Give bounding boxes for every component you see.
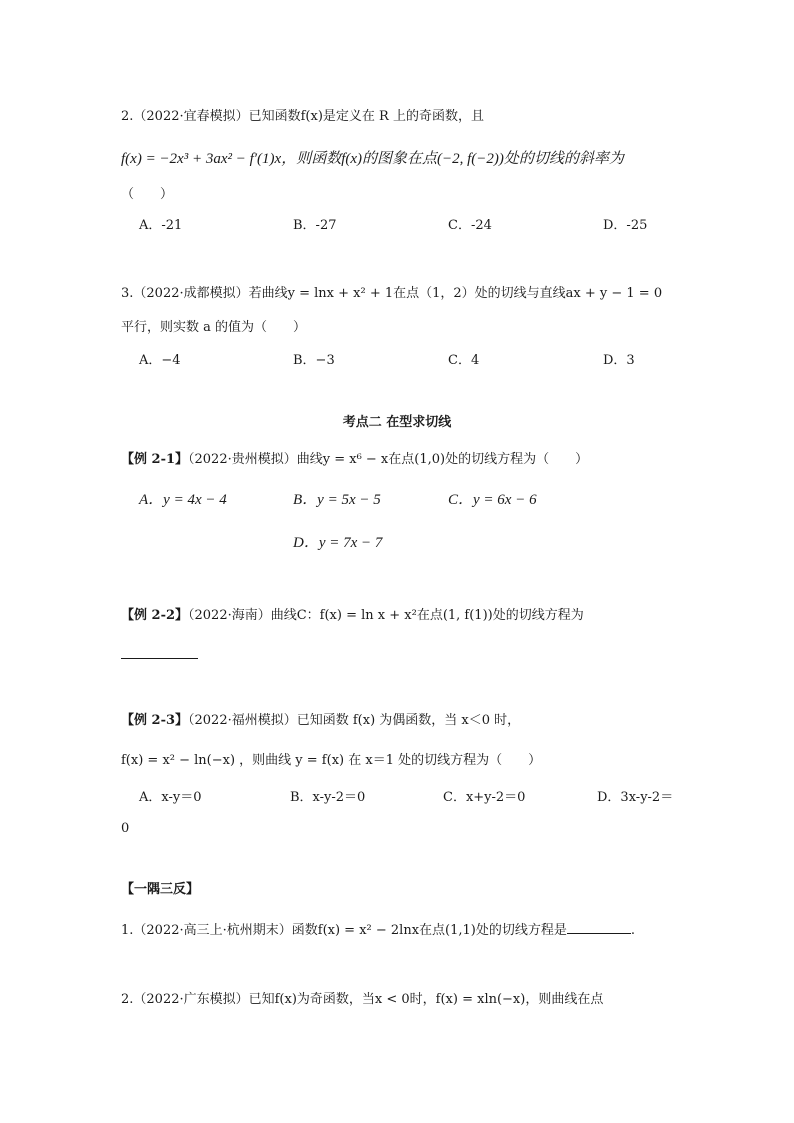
- ex23-text1: （2022·福州模拟）已知函数 f(x) 为偶函数，当 x＜0 时，: [188, 713, 521, 728]
- ex23-option-b: B．x-y-2＝0: [290, 790, 366, 805]
- q2-option-d: D．-25: [603, 218, 648, 233]
- q2-option-b: B．-27: [293, 218, 337, 233]
- practice-q2: 2.（2022·广东模拟）已知f(x)为奇函数，当x < 0时，f(x) = xln(−x)，则曲线在点: [121, 992, 604, 1007]
- section-title: 考点二 在型求切线: [342, 415, 452, 430]
- ex23-option-a: A．x-y＝0: [139, 790, 202, 805]
- ex23-line2: f(x) = x² − ln(−x) ，则曲线 y = f(x) 在 x＝1 处的切线方程为（ ）: [121, 753, 542, 768]
- ex22-tag: 【例 2-2】: [121, 608, 189, 623]
- q2-line2: f(x) = −2x³ + 3ax² − f′(1)x，则函数f(x)的图象在点(−2, f(−2))处的切线的斜率为: [121, 151, 624, 167]
- ex22-answer-blank: [121, 640, 198, 666]
- q3-option-b: B．−3: [293, 353, 335, 368]
- q2-option-c: C．-24: [448, 218, 492, 233]
- ex22-line: [121, 606, 584, 626]
- ex23-option-c: C．x+y-2＝0: [443, 790, 526, 805]
- ex21-line: [121, 450, 588, 470]
- q2-line1: 2.（2022·宜春模拟）已知函数f(x)是定义在 R 上的奇函数，且: [121, 109, 484, 124]
- q3-line2: 平行，则实数 a 的值为（ ）: [121, 320, 307, 335]
- practice-q1-text: 1.（2022·高三上·杭州期末）函数f(x) = x² − 2lnx在点(1,1)处的切线方程是: [121, 923, 567, 938]
- q2-line3: （ ）: [121, 187, 174, 202]
- practice-q1: [121, 917, 635, 941]
- ex21-option-b: B．y = 5x − 5: [293, 492, 381, 508]
- q3-line1: 3.（2022·成都模拟）若曲线y = lnx + x² + 1在点（1，2）处的切线与直线ax + y − 1 = 0: [121, 286, 663, 301]
- ex21-option-d: D．y = 7x − 7: [293, 535, 383, 551]
- q3-option-a: A．−4: [139, 353, 181, 368]
- q3-option-c: C．4: [448, 353, 480, 368]
- ex21-tag: 【例 2-1】: [121, 452, 189, 467]
- practice-q1-end: .: [630, 923, 635, 938]
- practice-q1-blank: [567, 917, 631, 934]
- ex23-option-d: D．3x-y-2＝: [597, 790, 674, 805]
- ex23-line1: [121, 711, 520, 731]
- practice-title: 【一隅三反】: [121, 882, 200, 897]
- ex21-option-a: A．y = 4x − 4: [139, 492, 227, 508]
- q2-option-a: A．-21: [139, 218, 183, 233]
- ex23-tag: 【例 2-3】: [121, 713, 189, 728]
- ex22-text: （2022·海南）曲线C：f(x) = ln x + x²在点(1, f(1))处的切线方程为: [188, 608, 584, 623]
- q3-option-d: D．3: [603, 353, 635, 368]
- ex23-option-d-wrap: 0: [121, 821, 130, 836]
- ex21-option-c: C．y = 6x − 6: [448, 492, 537, 508]
- ex21-text: （2022·贵州模拟）曲线y = x⁶ − x在点(1,0)处的切线方程为（ ）: [188, 452, 589, 467]
